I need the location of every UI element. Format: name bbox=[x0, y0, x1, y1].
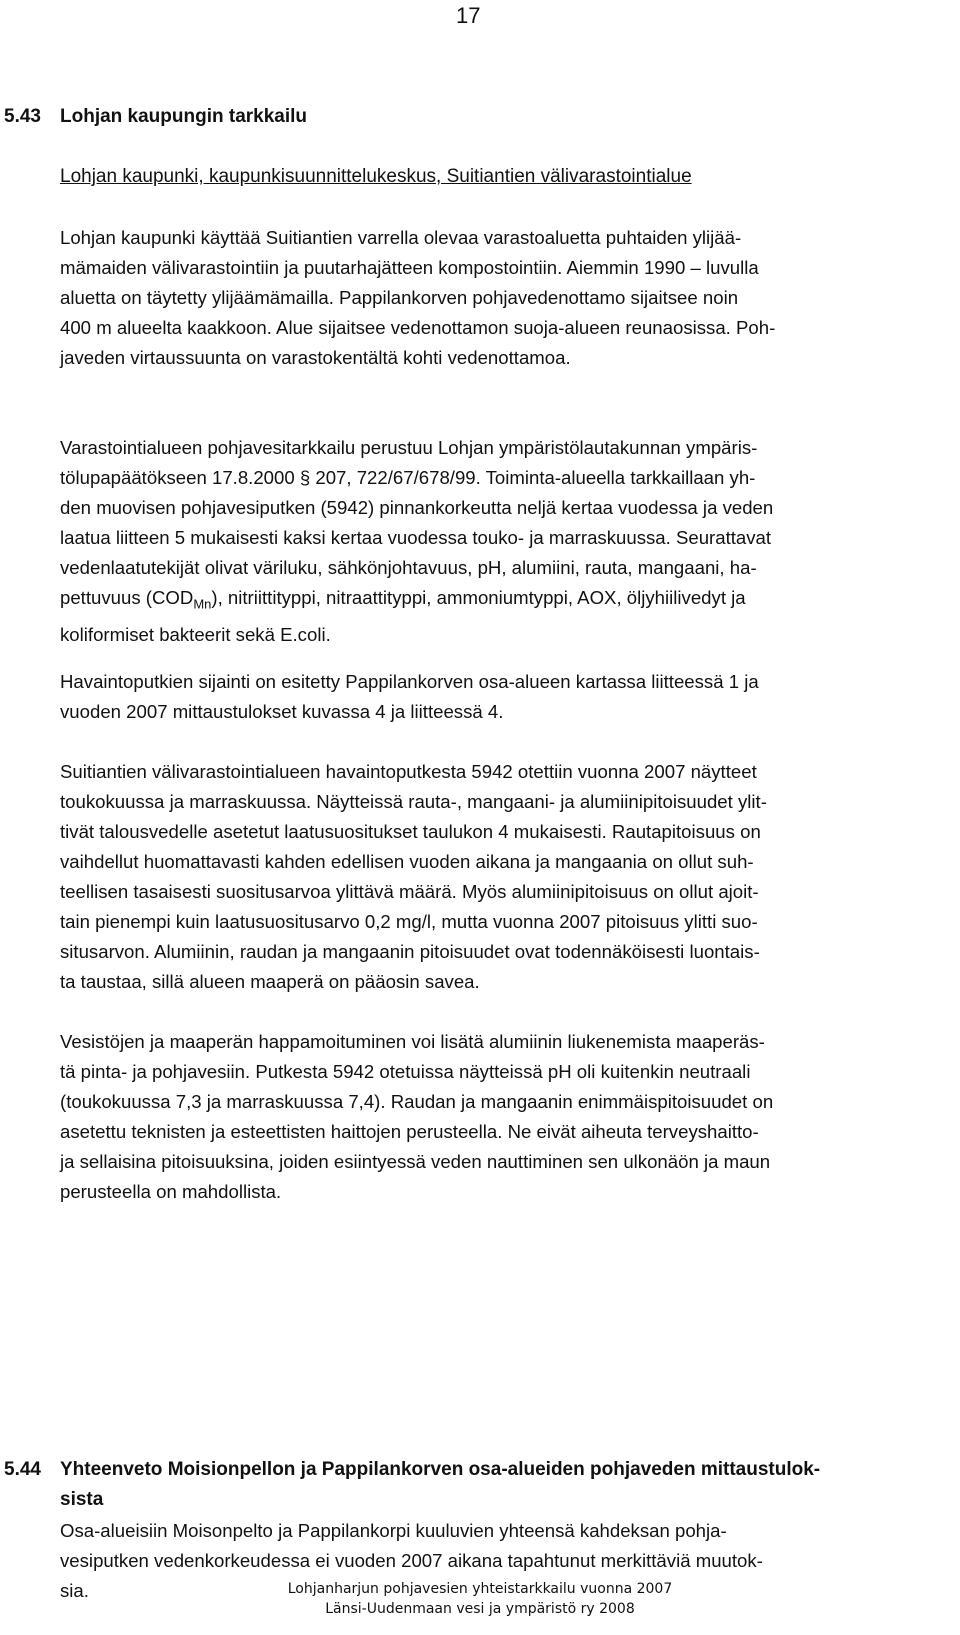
text-line: mämaiden välivarastointiin ja puutarhajätteen kompostointiin. Aiemmin 1990 – luvulla bbox=[60, 257, 759, 278]
text-line: toukokuussa ja marraskuussa. Näytteissä rauta-, mangaani- ja alumiinipitoisuudet ylit- bbox=[60, 791, 767, 812]
text-line: Varastointialueen pohjavesitarkkailu perustuu Lohjan ympäristölautakunnan ympäris- bbox=[60, 437, 758, 458]
section-heading-5-43 bbox=[4, 102, 944, 132]
text-line: koliformiset bakteerit sekä E.coli. bbox=[60, 623, 331, 645]
title-line: sista bbox=[60, 1489, 104, 1510]
section-title bbox=[60, 1455, 944, 1515]
text-segment: ), nitriittityppi, nitraattityppi, ammoniumtyppi, AOX, öljyhiilivedyt ja bbox=[211, 587, 746, 608]
paragraph-results bbox=[60, 757, 920, 997]
text-line: ja sellaisina pitoisuuksina, joiden esiintyessä veden nauttiminen sen ulkonäön ja maun bbox=[60, 1151, 771, 1172]
section-number: 5.43 bbox=[4, 106, 41, 127]
text-line: laatua liitteen 5 mukaisesti kaksi kertaa vuodessa touko- ja marraskuussa. Seurattavat bbox=[60, 527, 772, 548]
text-line: vaihdellut huomattavasti kahden edellisen vuoden aikana ja mangaania on ollut suh- bbox=[60, 851, 754, 872]
section-subtitle: Lohjan kaupunki, kaupunkisuunnittelukeskus, Suitiantien välivarastointialue bbox=[60, 166, 692, 187]
text-line: situsarvon. Alumiinin, raudan ja mangaanin pitoisuudet ovat todennäköisesti luontais- bbox=[60, 941, 760, 962]
text-line: Lohjan kaupunki käyttää Suitiantien varrella olevaa varastoaluetta puhtaiden ylijää- bbox=[60, 227, 742, 248]
paragraph-map-reference bbox=[60, 667, 920, 727]
text-line: tölupapäätökseen 17.8.2000 § 207, 722/67/678/99. Toiminta-alueella tarkkaillaan yh- bbox=[60, 467, 756, 488]
paragraph-site-description bbox=[60, 223, 920, 373]
text-line: sia. bbox=[60, 1580, 89, 1601]
text-line: perusteella on mahdollista. bbox=[60, 1181, 282, 1202]
footer-line-2: Länsi-Uudenmaan vesi ja ympäristö ry 2008 bbox=[325, 1601, 635, 1617]
text-line: javeden virtaussuunta on varastokentältä kohti vedenottamoa. bbox=[60, 347, 571, 368]
text-line: Suitiantien välivarastointialueen havaintoputkesta 5942 otettiin vuonna 2007 näytteet bbox=[60, 761, 757, 782]
text-line: teellisen tasaisesti suositusarvoa ylittävä määrä. Myös alumiinipitoisuus on ollut ajoit- bbox=[60, 881, 759, 902]
text-line: tain pienempi kuin laatusuositusarvo 0,2 mg/l, mutta vuonna 2007 pitoisuus ylitti suo- bbox=[60, 911, 758, 932]
subscript-mn: Mn bbox=[193, 596, 212, 612]
section-number: 5.44 bbox=[4, 1459, 41, 1480]
text-line: tä pinta- ja pohjavesiin. Putkesta 5942 otetuissa näytteissä pH oli kuitenkin neutraali bbox=[60, 1061, 751, 1082]
text-line: aluetta on täytetty ylijäämämailla. Pappilankorven pohjavedenottamo sijaitsee noin bbox=[60, 287, 739, 308]
text-line: vuoden 2007 mittaustulokset kuvassa 4 ja liitteessä 4. bbox=[60, 701, 504, 722]
text-line: Osa-alueisiin Moisonpelto ja Pappilankorpi kuuluvien yhteensä kahdeksan pohja- bbox=[60, 1520, 727, 1541]
page-number: 17 bbox=[456, 3, 481, 28]
text-line: 400 m alueelta kaakkoon. Alue sijaitsee vedenottamon suoja-alueen reunaosissa. Poh- bbox=[60, 317, 776, 338]
text-segment: pettuvuus (COD bbox=[60, 587, 194, 608]
text-line: vedenlaatutekijät olivat väriluku, sähkönjohtavuus, pH, alumiini, rauta, mangaani, ha- bbox=[60, 557, 757, 578]
text-line: den muovisen pohjavesiputken (5942) pinnankorkeutta neljä kertaa vuodessa ja veden bbox=[60, 497, 774, 518]
text-line: Havaintoputkien sijainti on esitetty Pappilankorven osa-alueen kartassa liitteessä 1 ja bbox=[60, 671, 759, 692]
text-line: (toukokuussa 7,3 ja marraskuussa 7,4). Raudan ja mangaanin enimmäispitoisuudet on bbox=[60, 1091, 774, 1112]
footer-line-1: Lohjanharjun pohjavesien yhteistarkkailu vuonna 2007 bbox=[287, 1581, 673, 1597]
text-line-with-subscript bbox=[60, 583, 920, 620]
title-line: Yhteenveto Moisionpellon ja Pappilankorven osa-alueiden pohjaveden mittaustulok- bbox=[60, 1459, 821, 1480]
text-line: Vesistöjen ja maaperän happamoituminen voi lisätä alumiinin liukenemista maaperäs- bbox=[60, 1031, 765, 1052]
text-line: tivät talousvedelle asetetut laatusuositukset taulukon 4 mukaisesti. Rautapitoisuus on bbox=[60, 821, 761, 842]
text-line: ta taustaa, sillä alueen maaperä on pääosin savea. bbox=[60, 971, 480, 992]
paragraph-acidification bbox=[60, 1027, 920, 1207]
text-line: vesiputken vedenkorkeudessa ei vuoden 2007 aikana tapahtunut merkittäviä muutok- bbox=[60, 1550, 763, 1571]
section-heading-5-44 bbox=[4, 1455, 944, 1515]
paragraph-monitoring-basis bbox=[60, 433, 920, 650]
section-title: Lohjan kaupungin tarkkailu bbox=[60, 106, 308, 127]
text-line: asetettu teknisten ja esteettisten haittojen perusteella. Ne eivät aiheuta terveyshaitto- bbox=[60, 1121, 759, 1142]
